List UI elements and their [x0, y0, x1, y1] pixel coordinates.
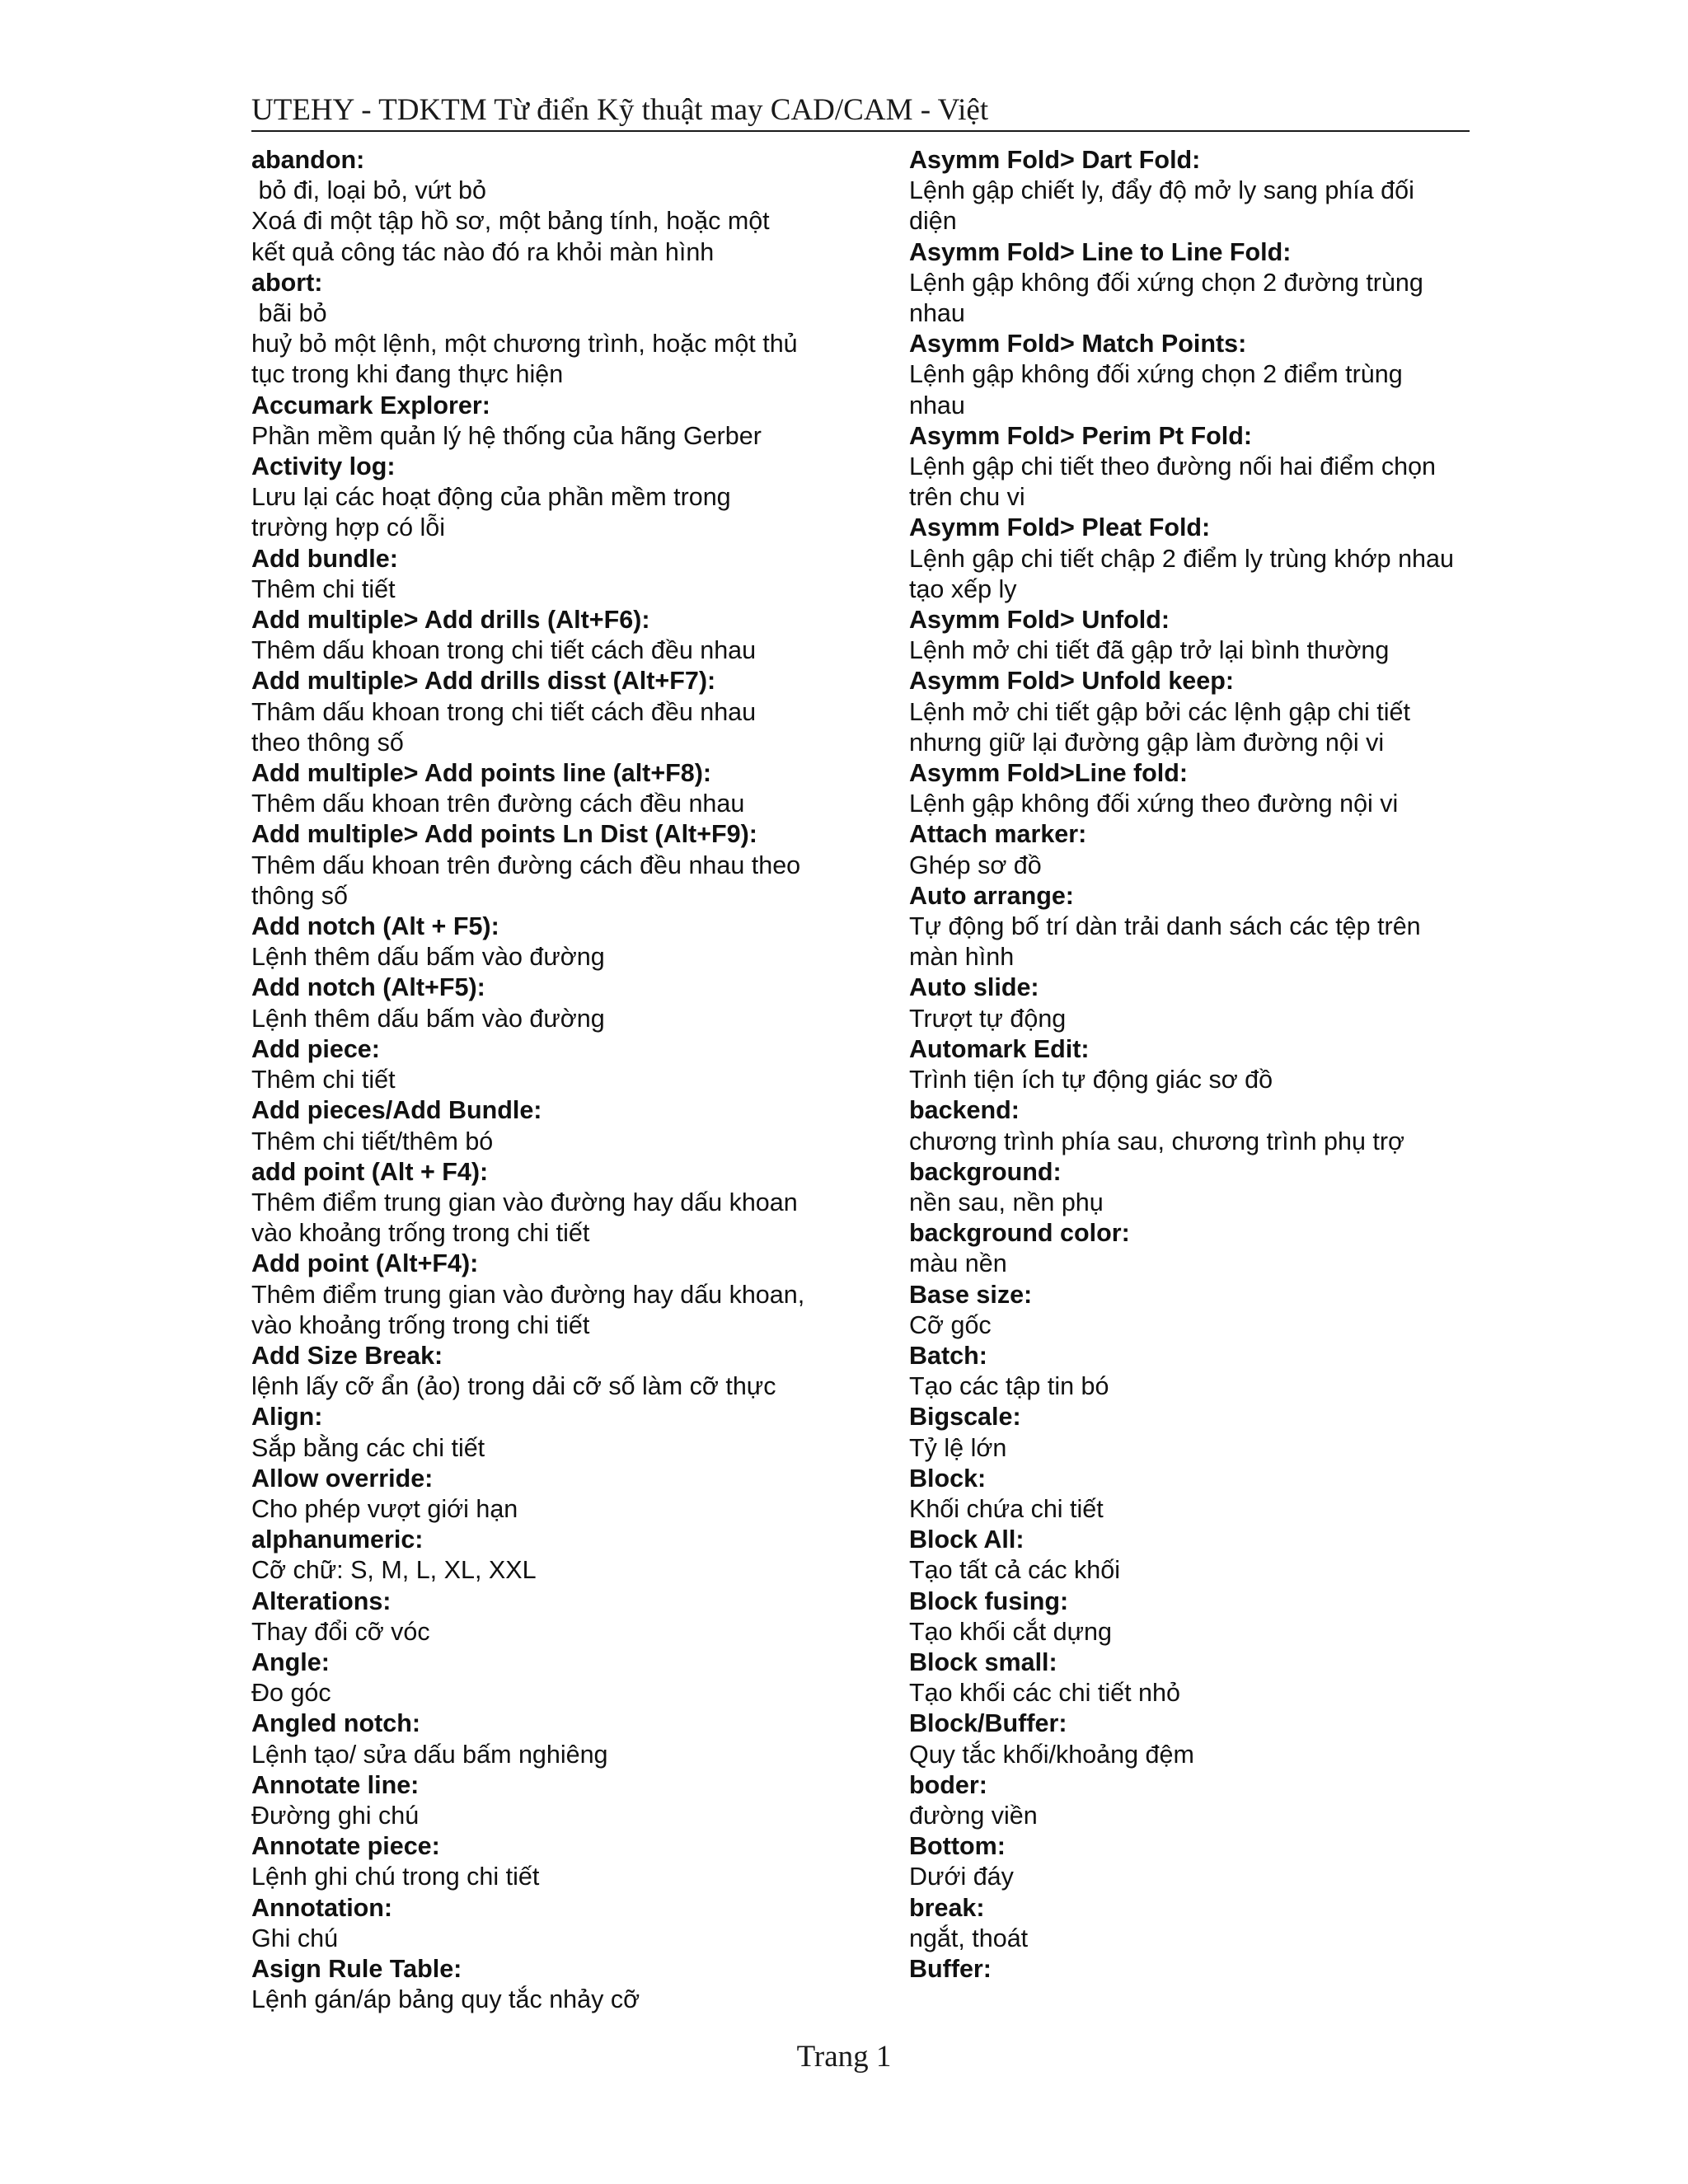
glossary-entry [251, 912, 845, 972]
glossary-term: Asymm Fold> Unfold keep: [909, 667, 1235, 696]
glossary-definition-line: Tạo các tập tin bó [909, 1372, 1109, 1401]
glossary-definition-line: Khối chứa chi tiết [909, 1494, 1104, 1523]
glossary-definition-line: Đo góc [251, 1679, 331, 1708]
glossary-entry [909, 1218, 1486, 1279]
glossary-definition-line: Lệnh ghi chú trong chi tiết [251, 1863, 540, 1891]
glossary-term: backend: [909, 1096, 1020, 1125]
glossary-definition-line: Lệnh gập không đối xứng theo đường nội vi [909, 790, 1399, 818]
glossary-definition-line: Trượt tự động [909, 1004, 1067, 1033]
glossary-entry [251, 1095, 845, 1156]
glossary-entry [251, 1249, 845, 1341]
glossary-term: Attach marker: [909, 820, 1087, 849]
glossary-entry [909, 1095, 1486, 1156]
glossary-definition-line: Ghép sơ đồ [909, 851, 1042, 879]
glossary-entry [251, 1157, 845, 1249]
glossary-definition-line: nền sau, nền phụ [909, 1188, 1104, 1216]
glossary-term: background: [909, 1157, 1062, 1186]
glossary-entry [909, 1770, 1486, 1831]
glossary-definition-line: theo thông số [251, 728, 404, 757]
glossary-term: Asymm Fold> Line to Line Fold: [909, 237, 1292, 266]
glossary-definition-line: trên chu vi [909, 483, 1025, 512]
glossary-entry [909, 1280, 1486, 1341]
glossary-entry [251, 1034, 845, 1095]
glossary-term: Add pieces/Add Bundle: [251, 1096, 542, 1125]
glossary-definition-line: thông số [251, 881, 349, 910]
glossary-definition-line: tục trong khi đang thực hiện [251, 360, 564, 389]
glossary-definition-line: vào khoảng trống trong chi tiết [251, 1219, 590, 1248]
glossary-definition-line: Tỷ lệ lớn [909, 1433, 1007, 1462]
glossary-definition-line: Cỡ gốc [909, 1310, 992, 1339]
glossary-term: Asymm Fold>Line fold: [909, 759, 1189, 788]
glossary-definition-line: diện [909, 207, 957, 236]
glossary-entry [251, 1770, 845, 1831]
glossary-definition-line: nhưng giữ lại đường gập làm đường nội vi [909, 728, 1385, 757]
glossary-definition-line: Tạo tất cả các khối [909, 1556, 1120, 1585]
glossary-definition-line: Lệnh thêm dấu bấm vào đường [251, 943, 605, 972]
glossary-definition-line: Thêm dấu khoan trên đường cách đều nhau [251, 790, 745, 818]
glossary-term: Asymm Fold> Perim Pt Fold: [909, 421, 1253, 450]
glossary-definition-line: Thay đổi cỡ vóc [251, 1617, 430, 1646]
glossary-definition-line: Trình tiện ích tự động giác sơ đồ [909, 1066, 1273, 1094]
glossary-entry [909, 1034, 1486, 1095]
glossary-entry [251, 1831, 845, 1892]
glossary-definition-line: Lệnh gán/áp bảng quy tắc nhảy cỡ [251, 1985, 640, 2014]
glossary-definition-line: Lệnh gập không đối xứng chọn 2 điểm trùng [909, 360, 1403, 389]
glossary-term: Block/Buffer: [909, 1709, 1067, 1738]
glossary-entry [909, 237, 1486, 330]
glossary-term: Add notch (Alt + F5): [251, 912, 499, 941]
glossary-entry [909, 1954, 1486, 1985]
glossary-entry [909, 1464, 1486, 1525]
glossary-entry [251, 391, 845, 452]
glossary-definition-line: Thêm chi tiết/thêm bó [251, 1127, 494, 1155]
glossary-definition-line: Lệnh gập không đối xứng chọn 2 đường trùng [909, 268, 1423, 297]
glossary-definition-line: nhau [909, 391, 965, 419]
glossary-term: Add multiple> Add drills disst (Alt+F7): [251, 667, 716, 696]
glossary-definition-line: vào khoảng trống trong chi tiết [251, 1310, 590, 1339]
glossary-definition-line: Thêm điểm trung gian vào đường hay dấu khoan, [251, 1280, 805, 1309]
glossary-term: Add multiple> Add drills (Alt+F6): [251, 606, 650, 635]
glossary-term: Annotate piece: [251, 1832, 440, 1861]
glossary-definition-line: Phần mềm quản lý hệ thống của hãng Gerber [251, 421, 762, 450]
glossary-entry [251, 819, 845, 912]
glossary-entry [909, 666, 1486, 758]
glossary-definition-line: Lệnh mở chi tiết đã gập trở lại bình thường [909, 636, 1390, 665]
glossary-definition-line: nhau [909, 299, 965, 328]
glossary-entry [909, 605, 1486, 666]
glossary-term: Add point (Alt+F4): [251, 1249, 479, 1278]
glossary-definition-line: Tạo khối các chi tiết nhỏ [909, 1679, 1180, 1708]
glossary-entry [909, 1525, 1486, 1586]
glossary-definition-line: Lệnh gập chi tiết chập 2 điểm ly trùng khớp nhau [909, 544, 1454, 573]
glossary-definition-line: Lệnh thêm dấu bấm vào đường [251, 1004, 605, 1033]
glossary-entry [251, 268, 845, 391]
glossary-term: Bigscale: [909, 1403, 1021, 1432]
right-column [909, 145, 1486, 1985]
glossary-definition-line: huỷ bỏ một lệnh, một chương trình, hoặc một thủ [251, 330, 798, 359]
glossary-entry [909, 1893, 1486, 1954]
glossary-definition-line: Thêm dấu khoan trong chi tiết cách đều nhau [251, 636, 757, 665]
glossary-definition-line: Lưu lại các hoạt động của phần mềm trong [251, 483, 731, 512]
glossary-term: Angle: [251, 1647, 330, 1676]
glossary-definition-line: bỏ đi, loại bỏ, vứt bỏ [251, 176, 486, 205]
glossary-entry [909, 1402, 1486, 1463]
glossary-entry [251, 145, 845, 268]
glossary-definition-line: màn hình [909, 943, 1015, 972]
glossary-entry [909, 513, 1486, 605]
glossary-entry [251, 666, 845, 758]
glossary-definition-line: chương trình phía sau, chương trình phụ trợ [909, 1127, 1405, 1155]
glossary-entry [251, 972, 845, 1033]
glossary-definition-line: Tự động bố trí dàn trải danh sách các tệp trên [909, 912, 1421, 941]
glossary-entry [251, 1525, 845, 1586]
glossary-term: abort: [251, 268, 323, 297]
glossary-entry [909, 421, 1486, 513]
glossary-term: Accumark Explorer: [251, 391, 490, 419]
glossary-definition-line: Thêm chi tiết [251, 1066, 396, 1094]
glossary-term: Batch: [909, 1341, 987, 1370]
glossary-entry [251, 1402, 845, 1463]
header-underline [251, 130, 1470, 132]
glossary-definition-line: Sắp bằng các chi tiết [251, 1433, 485, 1462]
glossary-definition-line: Thâm dấu khoan trong chi tiết cách đều nhau [251, 697, 757, 726]
glossary-term: Asymm Fold> Pleat Fold: [909, 513, 1211, 542]
glossary-entry [909, 1157, 1486, 1218]
glossary-term: Block small: [909, 1647, 1057, 1676]
glossary-entry [251, 1647, 845, 1708]
glossary-definition-line: Ghi chú [251, 1924, 339, 1952]
glossary-term: break: [909, 1893, 985, 1922]
glossary-entry [909, 329, 1486, 421]
glossary-term: Align: [251, 1403, 323, 1432]
glossary-term: Block fusing: [909, 1586, 1069, 1615]
glossary-entry [909, 972, 1486, 1033]
glossary-definition-line: Đường ghi chú [251, 1801, 420, 1830]
glossary-definition-line: Thêm chi tiết [251, 574, 396, 603]
glossary-definition-line: kết quả công tác nào đó ra khỏi màn hình [251, 237, 715, 266]
glossary-entry [251, 1708, 845, 1769]
glossary-entry [251, 1893, 845, 1954]
glossary-entry [909, 145, 1486, 237]
glossary-term: Block All: [909, 1526, 1025, 1554]
glossary-entry [251, 452, 845, 544]
glossary-definition-line: tạo xếp ly [909, 574, 1017, 603]
glossary-term: Angled notch: [251, 1709, 420, 1738]
glossary-entry [251, 1464, 845, 1525]
page-number: Trang 1 [796, 2040, 892, 2074]
glossary-entry [251, 605, 845, 666]
glossary-term: abandon: [251, 146, 365, 174]
glossary-term: Add Size Break: [251, 1341, 443, 1370]
glossary-entry [909, 1586, 1486, 1647]
glossary-term: Buffer: [909, 1954, 992, 1983]
glossary-term: Base size: [909, 1280, 1033, 1309]
glossary-entry [909, 758, 1486, 819]
glossary-definition-line: Lệnh gập chiết ly, đẩy độ mở ly sang phía đối [909, 176, 1414, 205]
glossary-term: Asymm Fold> Unfold: [909, 606, 1170, 635]
glossary-term: alphanumeric: [251, 1526, 424, 1554]
glossary-entry [909, 1708, 1486, 1769]
left-column [251, 145, 845, 2015]
glossary-term: add point (Alt + F4): [251, 1157, 489, 1186]
glossary-term: Add bundle: [251, 544, 398, 573]
glossary-term: Auto arrange: [909, 881, 1074, 910]
glossary-term: Automark Edit: [909, 1034, 1090, 1063]
glossary-definition-line: Quy tắc khối/khoảng đệm [909, 1740, 1194, 1769]
glossary-term: Bottom: [909, 1832, 1006, 1861]
glossary-definition-line: Thêm dấu khoan trên đường cách đều nhau theo [251, 851, 801, 879]
glossary-definition-line: Tạo khối cắt dựng [909, 1617, 1112, 1646]
glossary-definition-line: ngắt, thoát [909, 1924, 1029, 1952]
glossary-term: Add notch (Alt+F5): [251, 973, 485, 1002]
page-header-title: UTEHY - TDKTM Từ điển Kỹ thuật may CAD/CAM - Việt [251, 93, 989, 127]
glossary-term: Add piece: [251, 1034, 380, 1063]
glossary-definition-line: Lệnh tạo/ sửa dấu bấm nghiêng [251, 1740, 608, 1769]
glossary-term: Add multiple> Add points line (alt+F8): [251, 759, 712, 788]
glossary-term: Asign Rule Table: [251, 1954, 462, 1983]
glossary-term: Alterations: [251, 1586, 392, 1615]
glossary-term: boder: [909, 1770, 987, 1799]
glossary-entry [909, 1831, 1486, 1892]
glossary-entry [251, 1341, 845, 1402]
glossary-entry [909, 819, 1486, 880]
glossary-definition-line: Lệnh gập chi tiết theo đường nối hai điểm chọn [909, 452, 1436, 481]
glossary-entry [251, 1586, 845, 1647]
glossary-definition-line: Cho phép vượt giới hạn [251, 1494, 518, 1523]
glossary-entry [909, 1647, 1486, 1708]
glossary-entry [251, 1954, 845, 2015]
glossary-term: Add multiple> Add points Ln Dist (Alt+F9): [251, 820, 757, 849]
glossary-definition-line: màu nền [909, 1249, 1007, 1278]
glossary-term: background color: [909, 1219, 1130, 1248]
glossary-entry [909, 881, 1486, 973]
glossary-definition-line: Thêm điểm trung gian vào đường hay dấu khoan [251, 1188, 798, 1216]
glossary-definition-line: Lệnh mở chi tiết gập bởi các lệnh gập chi tiết [909, 697, 1410, 726]
glossary-term: Allow override: [251, 1464, 434, 1493]
glossary-term: Annotation: [251, 1893, 393, 1922]
glossary-definition-line: Cỡ chữ: S, M, L, XL, XXL [251, 1556, 537, 1585]
glossary-entry [251, 544, 845, 605]
glossary-definition-line: trường hợp có lỗi [251, 513, 446, 542]
glossary-term: Asymm Fold> Dart Fold: [909, 146, 1201, 174]
glossary-term: Annotate line: [251, 1770, 420, 1799]
glossary-term: Block: [909, 1464, 987, 1493]
glossary-definition-line: Xoá đi một tập hồ sơ, một bảng tính, hoặc một [251, 207, 770, 236]
glossary-definition-line: lệnh lấy cỡ ẩn (ảo) trong dải cỡ số làm cỡ thực [251, 1372, 776, 1401]
glossary-term: Asymm Fold> Match Points: [909, 330, 1247, 359]
glossary-definition-line: bãi bỏ [251, 299, 327, 328]
glossary-definition-line: Dưới đáy [909, 1863, 1014, 1891]
glossary-definition-line: đường viền [909, 1801, 1038, 1830]
glossary-term: Activity log: [251, 452, 396, 481]
glossary-entry [909, 1341, 1486, 1402]
glossary-entry [251, 758, 845, 819]
glossary-term: Auto slide: [909, 973, 1039, 1002]
